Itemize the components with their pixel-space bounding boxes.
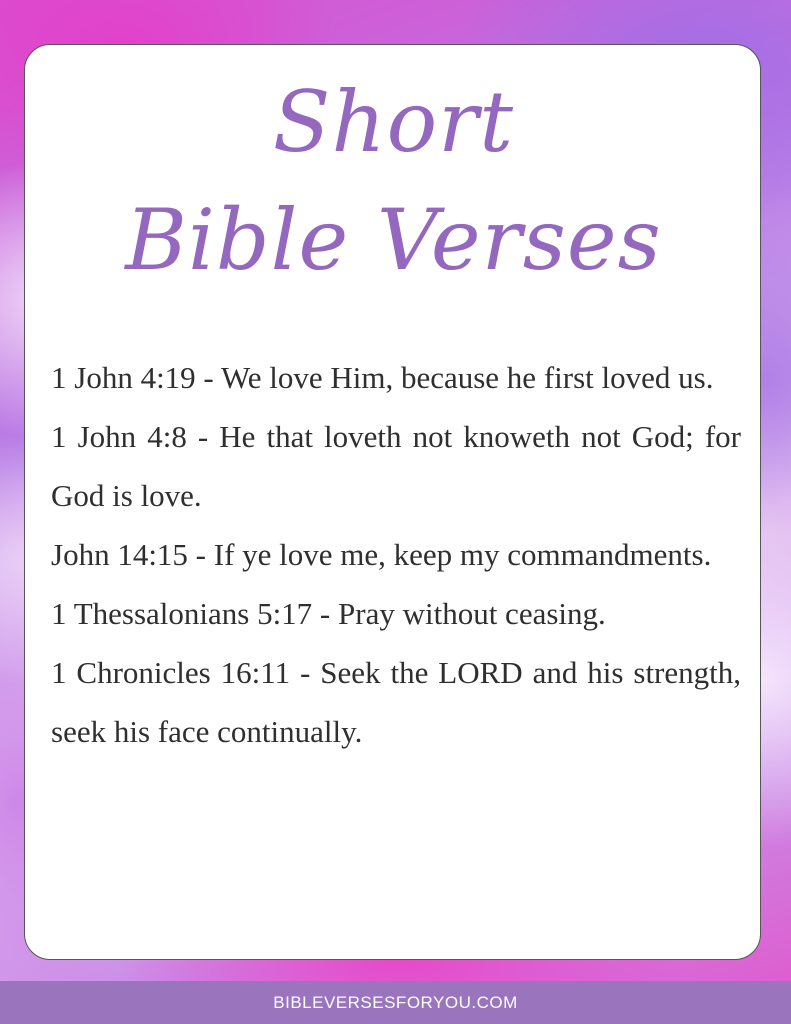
verse-4: 1 Thessalonians 5:17 - Pray without ceasing. [51, 596, 606, 631]
verse-card [24, 44, 761, 960]
verse-1: 1 John 4:19 - We love Him, because he first loved us. [51, 360, 714, 395]
footer-website[interactable]: BIBLEVERSESFORYOU.COM [0, 981, 791, 1024]
verse-2: 1 John 4:8 - He that loveth not knoweth not God; for God is love. [51, 419, 741, 513]
verse-5: 1 Chronicles 16:11 - Seek the LORD and his strength, seek his face continually. [51, 655, 741, 749]
verse-list [51, 348, 741, 761]
verse-3: John 14:15 - If ye love me, keep my commandments. [51, 537, 712, 572]
title-line-2: Bible Verses [125, 191, 662, 289]
title-line-1: Short [272, 73, 515, 171]
